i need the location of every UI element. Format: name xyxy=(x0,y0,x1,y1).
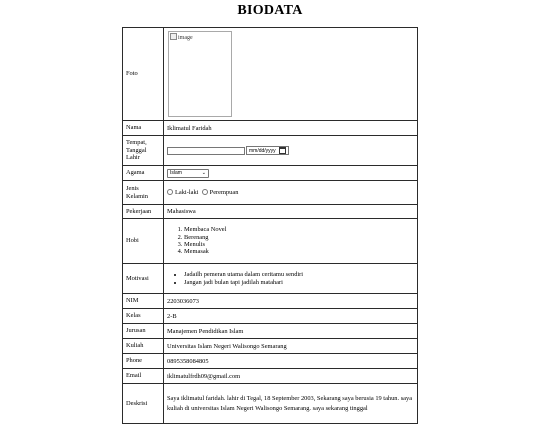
value-email: iklimatulfrdh09@gmail.com xyxy=(164,369,418,384)
biodata-table xyxy=(122,27,418,424)
row-nim xyxy=(123,294,418,309)
label-pekerjaan: Pekerjaan xyxy=(123,205,164,219)
list-item: • Jadailh pemeran utama dalam ceritamu sendiri xyxy=(184,271,414,278)
value-jurusan: Manajemen Pendidikan Islam xyxy=(164,324,418,339)
calendar-icon[interactable] xyxy=(279,147,286,154)
value-deskripsi: Saya iklimatul faridah. lahir di Tegal, 18 September 2003, Sekarang saya berusia 19 tahun. saya kuliah di universitas Islam Negeri Walisongo Semarang. saya sekarang tinggal xyxy=(164,384,418,424)
value-phone: 0895358084805 xyxy=(164,354,418,369)
value-pekerjaan: Mahasiswa xyxy=(164,205,418,219)
row-nama xyxy=(123,121,418,136)
radio-perempuan[interactable] xyxy=(202,189,208,195)
value-kelas: 2-B xyxy=(164,309,418,324)
label-kuliah: Kuliah xyxy=(123,339,164,354)
label-hobi: Hobi xyxy=(123,219,164,264)
label-jurusan: Jurusan xyxy=(123,324,164,339)
row-kuliah xyxy=(123,339,418,354)
label-nama: Nama xyxy=(123,121,164,136)
value-nim: 2203036073 xyxy=(164,294,418,309)
row-foto xyxy=(123,28,418,121)
hobi-list xyxy=(167,226,414,255)
value-kuliah: Universitas Islam Negeri Walisongo Semarang xyxy=(164,339,418,354)
list-item: • Jangan jadi bulan tapi jadilah matahari xyxy=(184,279,414,286)
broken-image-icon xyxy=(170,33,177,40)
religion-selected: Islam xyxy=(170,170,182,176)
label-gender: Jenis Kelamin xyxy=(123,181,164,205)
radio-perempuan-label: Perempuan xyxy=(209,189,239,196)
row-gender xyxy=(123,181,418,205)
image-alt-text: image xyxy=(178,35,193,41)
cell-motivasi xyxy=(164,264,418,294)
list-item: 2. Berenang xyxy=(184,234,414,241)
birthdate-input[interactable] xyxy=(246,146,289,155)
cell-ttl xyxy=(164,136,418,166)
birthplace-input[interactable] xyxy=(167,147,245,155)
list-item: 4. Memasak xyxy=(184,248,414,255)
list-item: 1. Membaca Novel xyxy=(184,226,414,233)
label-phone: Phone xyxy=(123,354,164,369)
page-title: BIODATA xyxy=(237,3,303,18)
value-nama: Iklimatul Faridah xyxy=(164,121,418,136)
radio-laki-laki[interactable] xyxy=(167,189,173,195)
row-ttl xyxy=(123,136,418,166)
profile-photo xyxy=(168,31,232,117)
list-item: 3. Menulis xyxy=(184,241,414,248)
cell-gender xyxy=(164,181,418,205)
label-deskripsi: Deskrisi xyxy=(123,384,164,424)
motivasi-list xyxy=(167,271,414,286)
label-ttl: Tempat, Tanggal Lahir xyxy=(123,136,164,166)
biodata-table-container xyxy=(122,27,418,424)
label-motivasi: Motivasi xyxy=(123,264,164,294)
broken-image xyxy=(170,33,193,41)
cell-agama xyxy=(164,166,418,181)
row-motivasi xyxy=(123,264,418,294)
row-kelas xyxy=(123,309,418,324)
label-agama: Agama xyxy=(123,166,164,181)
religion-select[interactable] xyxy=(167,169,209,178)
label-email: Email xyxy=(123,369,164,384)
cell-foto xyxy=(164,28,418,121)
radio-laki-laki-label: Laki-laki xyxy=(175,189,199,196)
row-deskripsi xyxy=(123,384,418,424)
row-email xyxy=(123,369,418,384)
label-kelas: Kelas xyxy=(123,309,164,324)
birthdate-placeholder: mm/dd/yyyy xyxy=(249,147,276,154)
label-nim: NIM xyxy=(123,294,164,309)
row-pekerjaan xyxy=(123,205,418,219)
label-foto: Foto xyxy=(123,28,164,121)
row-hobi xyxy=(123,219,418,264)
row-agama xyxy=(123,166,418,181)
cell-hobi xyxy=(164,219,418,264)
chevron-down-icon: ⌄ xyxy=(201,169,206,176)
row-phone xyxy=(123,354,418,369)
row-jurusan xyxy=(123,324,418,339)
